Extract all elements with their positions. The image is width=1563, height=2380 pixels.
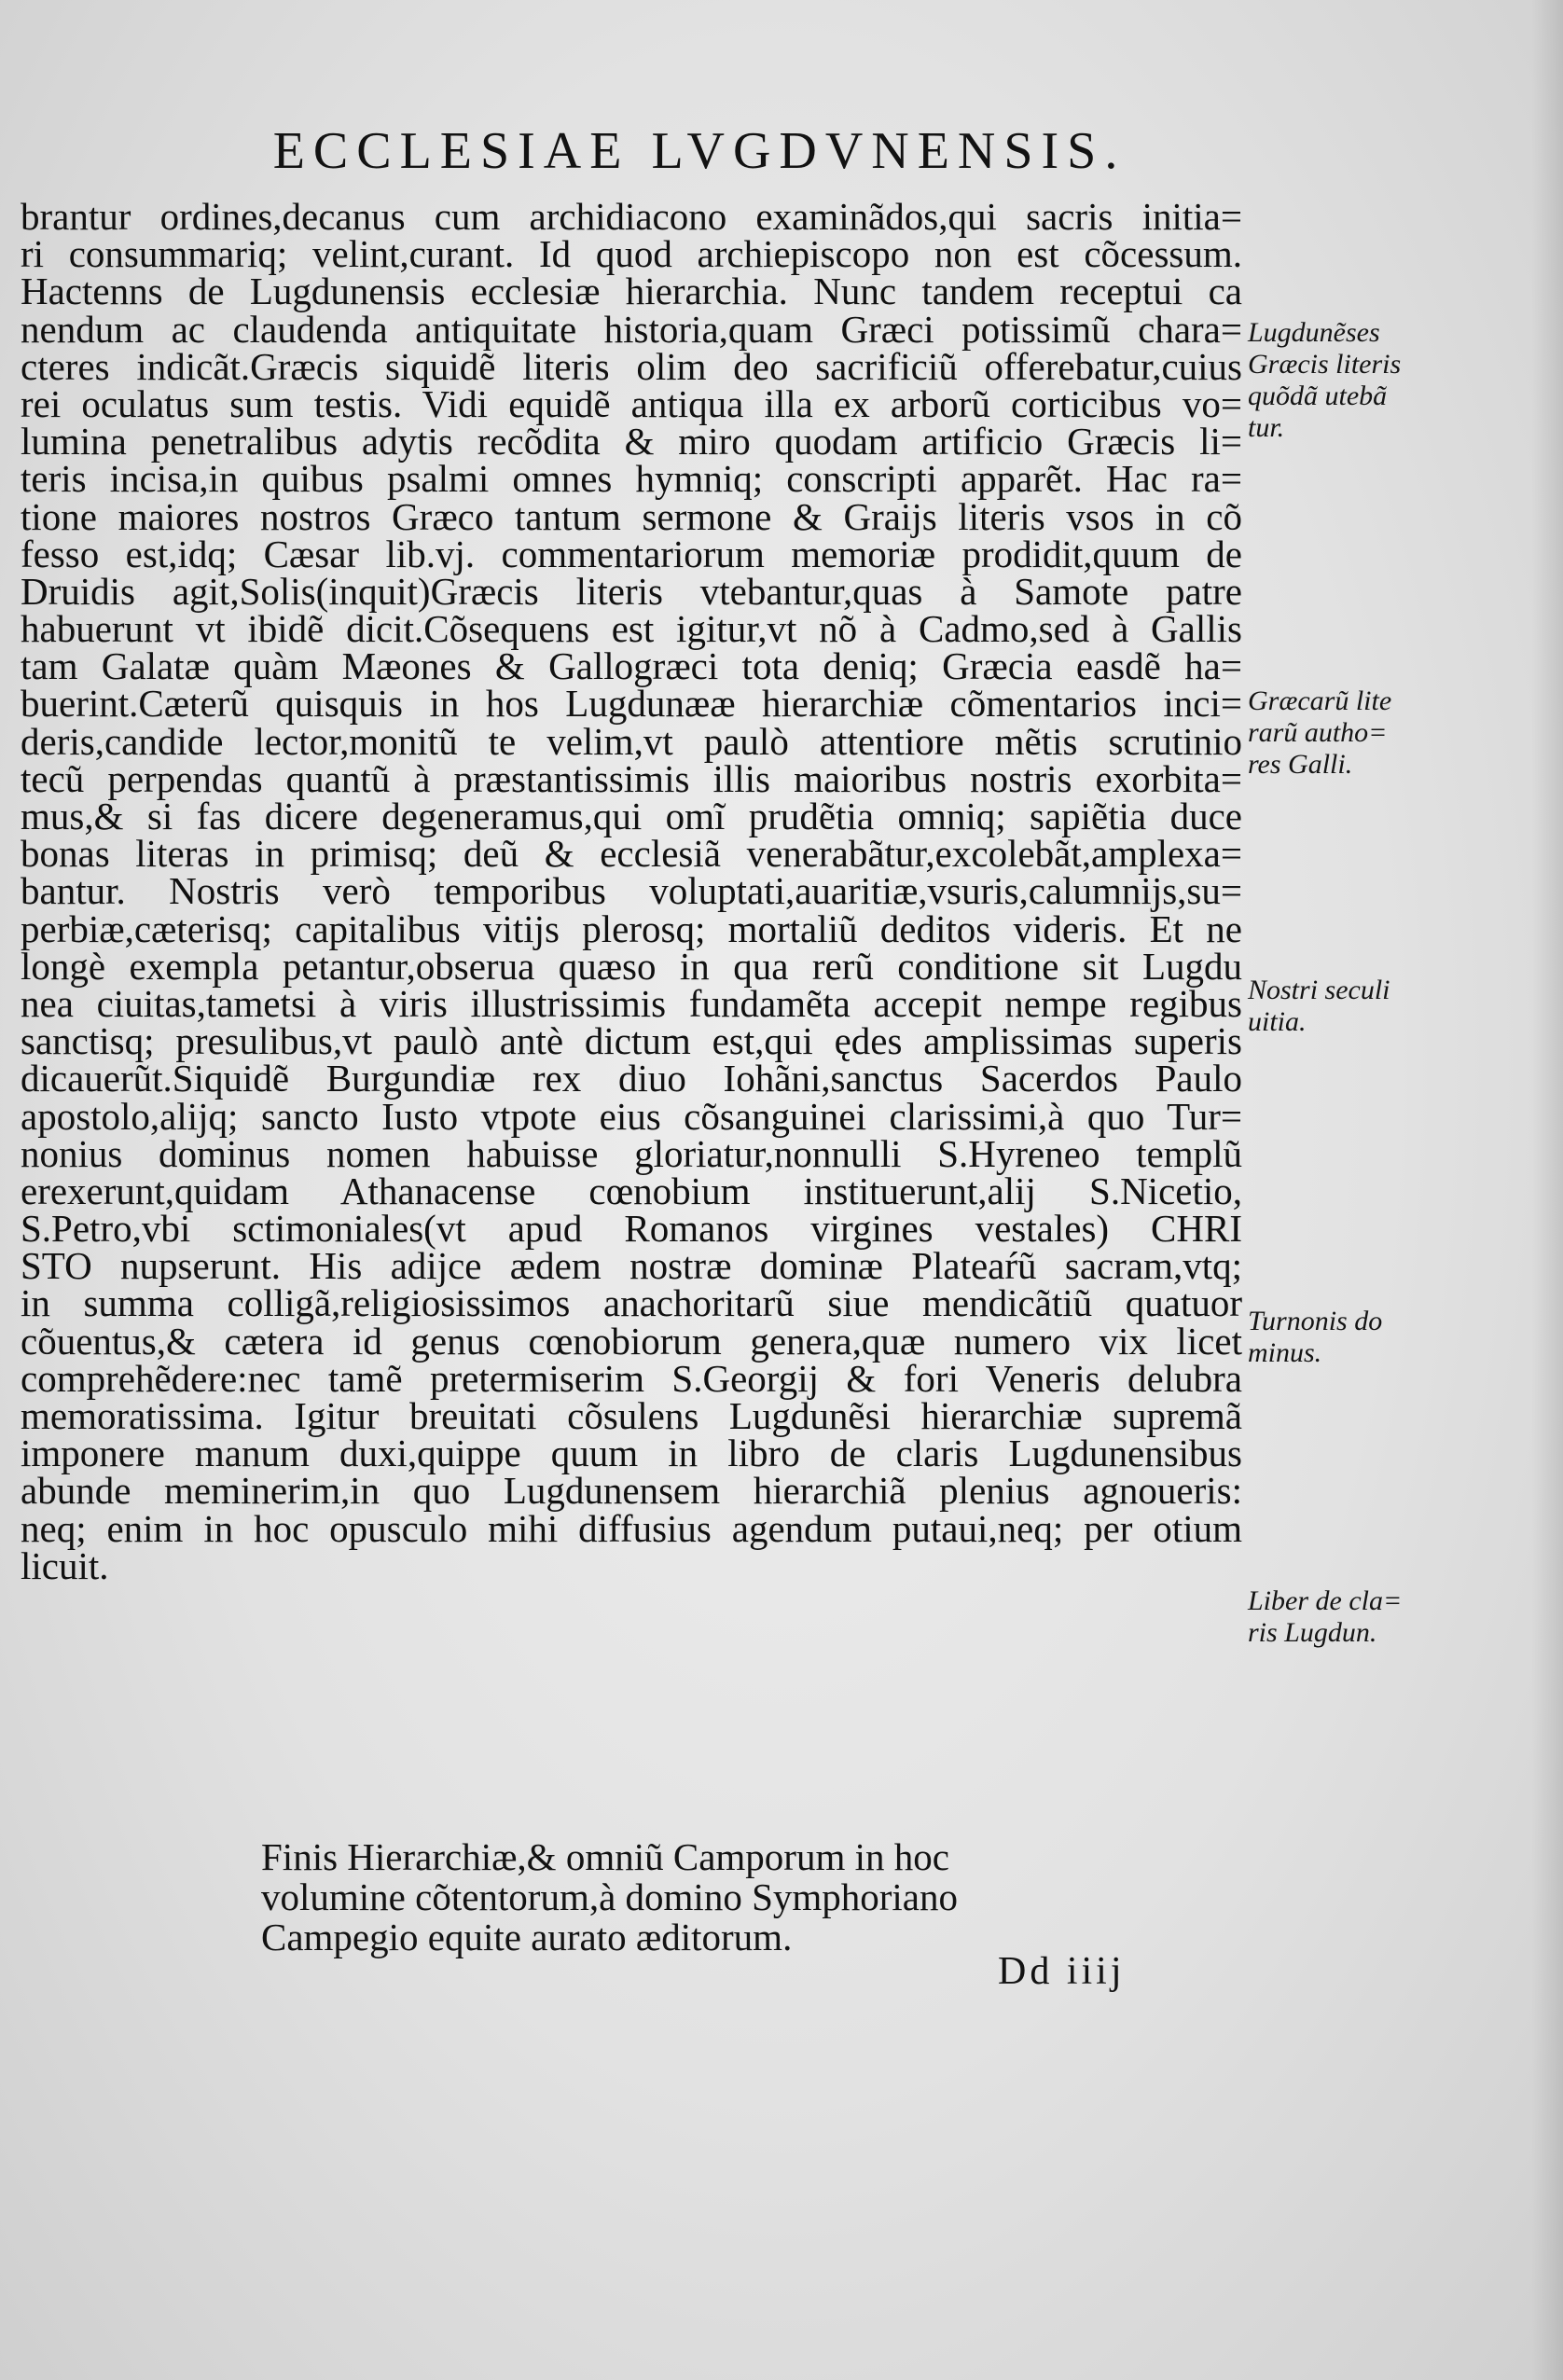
margin-note <box>1248 1585 1556 1649</box>
text-line: S.Petro,vbi sctimoniales(vt apud Romanos virgines vestales) CHRI <box>21 1207 1242 1251</box>
text-line: mus,& si fas dicere degeneramus,qui omĩ prudẽtia omniq; sapiẽtia duce <box>21 795 1242 837</box>
text-line: cteres indicãt.Græcis siquidẽ literis olim deo sacrificiũ offerebatur,cuius <box>21 344 1242 388</box>
text-line: perbiæ,cæterisq; capitalibus vitijs plerosq; mortaliũ deditos videris. Et ne <box>21 906 1242 950</box>
text-line: brantur ordines,decanus cum archidiacono examinãdos,qui sacris initia= <box>21 195 1242 238</box>
margin-note-line: Turnonis do <box>1248 1306 1383 1336</box>
colophon <box>261 1837 1100 1958</box>
margin-note-line: Græcarũ lite <box>1248 685 1392 716</box>
margin-note-line: Liber de cla= <box>1248 1585 1403 1616</box>
text-line: nea ciuitas,tametsi à viris illustrissimis fundamẽta accepit nempe regibus <box>21 981 1242 1025</box>
margin-note-line: uitia. <box>1248 1006 1307 1037</box>
margin-note <box>1248 975 1556 1038</box>
margin-note-line: res Galli. <box>1248 749 1353 780</box>
margin-note-line: Lugdunẽses <box>1248 317 1380 348</box>
margin-note <box>1248 685 1556 781</box>
text-line: lumina penetralibus adytis recõdita & miro quodam artificio Græcis li= <box>21 420 1242 464</box>
text-line: memoratissima. Igitur breuitati cõsulens Lugdunẽsi hierarchiæ supremã <box>21 1394 1242 1437</box>
margin-note-line: Nostri seculi <box>1248 975 1390 1005</box>
text-line: dicauerũt.Siquidẽ Burgundiæ rex diuo Iohãni,sanctus Sacerdos Paulo <box>21 1057 1242 1100</box>
text-line: nonius dominus nomen habuisse gloriatur,nonnulli S.Hyreneo templũ <box>21 1131 1242 1175</box>
text-line: apostolo,alijq; sancto Iusto vtpote eius cõsanguinei clarissimi,à quo Tur= <box>21 1094 1242 1138</box>
text-line: erexerunt,quidam Athanacense cœnobium instituerunt,alij S.Nicetio, <box>21 1169 1242 1212</box>
margin-note-line: minus. <box>1248 1337 1322 1368</box>
text-line: deris,candide lector,monitũ te velim,vt paulò attentiore mẽtis scrutinio <box>21 719 1242 763</box>
text-line: buerint.Cæterũ quisquis in hos Lugdunææ hierarchiæ cõmentarios inci= <box>21 682 1242 726</box>
text-line: nendum ac claudenda antiquitate historia,quam Græci potissimũ chara= <box>21 307 1242 351</box>
margin-note-line: Græcis literis <box>1248 349 1402 380</box>
colophon-line: volumine cõtentorum,à domino Symphoriano <box>261 1875 959 1918</box>
text-line: longè exempla petantur,obserua quæso in qua rerũ conditione sit Lugdu <box>21 944 1242 988</box>
margin-note-line: tur. <box>1248 412 1285 443</box>
text-line: tam Galatæ quàm Mæones & Gallogræci tota deniq; Græcia easdẽ ha= <box>21 644 1242 688</box>
text-line: cõuentus,& cætera id genus cœnobiorum genera,quæ numero vix licet <box>21 1319 1242 1363</box>
margin-note-line: ris Lugdun. <box>1248 1617 1377 1648</box>
text-line: Hactenns de Lugdunensis ecclesiæ hierarchia. Nunc tandem receptui ca <box>21 270 1242 313</box>
margin-note <box>1248 1306 1556 1369</box>
text-line: sanctisq; presulibus,vt paulò antè dictum est,qui ędes amplissimas superis <box>21 1019 1242 1063</box>
text-line: rei oculatus sum testis. Vidi equidẽ antiqua illa ex arborũ corticibus vo= <box>21 381 1242 425</box>
text-line: STO nupserunt. His adijce ædem nostræ dominæ Plateaŕũ sacram,vtq; <box>21 1244 1242 1288</box>
running-head: ECCLESIAE LVGDVNENSIS. <box>272 122 1127 180</box>
margin-note-line: rarũ autho= <box>1248 717 1388 748</box>
signature-mark: Dd iiij <box>998 1950 1126 1993</box>
text-line: abunde meminerim,in quo Lugdunensem hierarchiã plenius agnoueris: <box>21 1469 1242 1513</box>
text-line: Druidis agit,Solis(inquit)Græcis literis vtebantur,quas à Samote patre <box>21 569 1242 613</box>
text-line: teris incisa,in quibus psalmi omnes hymniq; conscripti apparẽt. Hac ra= <box>21 457 1242 501</box>
text-line: tecũ perpendas quantũ à præstantissimis illis maioribus nostris exorbita= <box>21 756 1242 800</box>
text-line: fesso est,idq; Cæsar lib.vj. commentariorum memoriæ prodidit,quum de <box>21 532 1242 575</box>
colophon-line: Finis Hierarchiæ,& omniũ Camporum in hoc <box>261 1835 949 1878</box>
text-line: bonas literas in primisq; deũ & ecclesiã venerabãtur,excolebãt,amplexa= <box>21 832 1242 876</box>
text-line: comprehẽdere:nec tamẽ pretermiserim S.Georgij & fori Veneris delubra <box>21 1356 1242 1400</box>
margin-note <box>1248 317 1556 444</box>
text-line: habuerunt vt ibidẽ dicit.Cõsequens est igitur,vt nõ à Cadmo,sed à Gallis <box>21 607 1242 651</box>
text-line: tione maiores nostros Græco tantum sermone & Graijs literis vsos in cõ <box>21 494 1242 538</box>
text-line: bantur. Nostris verò temporibus voluptati,auaritiæ,vsuris,calumnijs,su= <box>21 869 1242 913</box>
text-line: imponere manum duxi,quippe quum in libro de claris Lugdunensibus <box>21 1432 1242 1475</box>
text-line: ri consummariq; velint,curant. Id quod archiepiscopo non est cõcessum. <box>21 232 1242 276</box>
text-line: in summa colligã,religiosissimos anachoritarũ siue mendicãtiũ quatuor <box>21 1281 1242 1325</box>
text-line: neq; enim in hoc opusculo mihi diffusius agendum putaui,neq; per otium <box>21 1506 1242 1550</box>
text-line: licuit. <box>21 1543 109 1587</box>
body-text <box>21 195 1242 1587</box>
margin-note-line: quõdã utebã <box>1248 381 1388 411</box>
colophon-line: Campegio equite aurato æditorum. <box>261 1916 793 1958</box>
